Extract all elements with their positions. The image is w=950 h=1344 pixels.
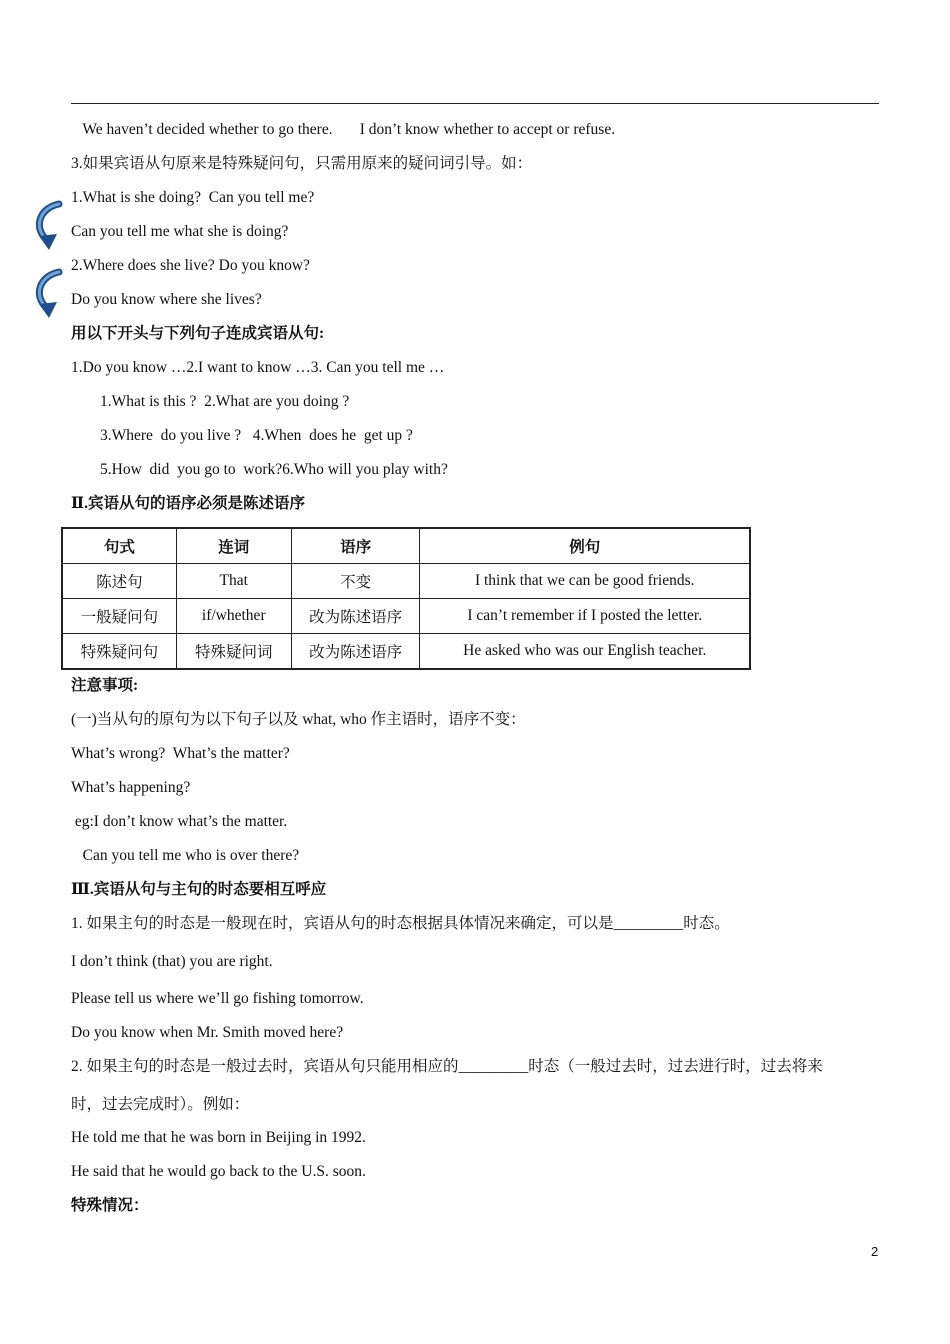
tense-rule-1: 1. 如果主句的时态是一般现在时，宾语从句的时态根据具体情况来确定，可以是_________时态。	[71, 915, 730, 932]
table-cell: if/whether	[176, 599, 291, 634]
table-row	[63, 634, 750, 669]
section-3-heading: Ⅲ.宾语从句与主句的时态要相互呼应	[71, 881, 327, 898]
table-header-cell: 语序	[291, 529, 420, 564]
header-rule	[71, 103, 879, 104]
curved-arrow-icon	[33, 200, 67, 252]
example-1-clause: Can you tell me what she is doing?	[71, 223, 289, 240]
table-cell: He asked who was our English teacher.	[420, 634, 750, 669]
table-cell: 特殊疑问词	[176, 634, 291, 669]
note-1: (一)当从句的原句为以下句子以及 what, who 作主语时，语序不变：	[71, 711, 526, 728]
table-row	[63, 564, 750, 599]
table-header-cell: 例句	[420, 529, 750, 564]
table-cell: 改为陈述语序	[291, 634, 420, 669]
table-cell: 不变	[291, 564, 420, 599]
notes-heading: 注意事项:	[71, 677, 139, 694]
exercise-items-1-2: 1.What is this ? 2.What are you doing ?	[100, 393, 350, 410]
section-2-heading: Ⅱ.宾语从句的语序必须是陈述语序	[71, 495, 305, 512]
table-row	[63, 599, 750, 634]
table-cell: I think that we can be good friends.	[420, 564, 750, 599]
tense-example-5: He said that he would go back to the U.S. soon.	[71, 1163, 366, 1180]
page-number: 2	[871, 1244, 879, 1259]
rule-3-special-question: 3.如果宾语从句原来是特殊疑问句，只需用原来的疑问词引导。如：	[71, 155, 533, 172]
table-cell: I can’t remember if I posted the letter.	[420, 599, 750, 634]
exercise-items-3-4: 3.Where do you live ? 4.When does he get up ?	[100, 427, 413, 444]
curved-arrow-icon	[33, 268, 67, 320]
exercise-heading: 用以下开头与下列句子连成宾语从句:	[71, 325, 325, 342]
note-example-c: eg:I don’t know what’s the matter.	[71, 813, 288, 830]
tense-example-1: I don’t think (that) you are right.	[71, 953, 273, 970]
table-header-row	[63, 529, 750, 564]
tense-example-2: Please tell us where we’ll go fishing tomorrow.	[71, 990, 364, 1007]
tense-rule-2: 2. 如果主句的时态是一般过去时，宾语从句只能用相应的_________时态（一般过去时，过去进行时，过去将来	[71, 1058, 823, 1075]
example-2-clause: Do you know where she lives?	[71, 291, 262, 308]
tense-example-4: He told me that he was born in Beijing in 1992.	[71, 1129, 366, 1146]
word-order-table	[62, 528, 750, 669]
note-example-a: What’s wrong? What’s the matter?	[71, 745, 290, 762]
tense-rule-2-cont: 时，过去完成时）。例如：	[71, 1096, 250, 1113]
example-2-question: 2.Where does she live? Do you know?	[71, 257, 310, 274]
exercise-items-5-6: 5.How did you go to work?6.Who will you play with?	[100, 461, 448, 478]
table-header-cell: 连词	[176, 529, 291, 564]
special-cases-heading: 特殊情况：	[71, 1197, 149, 1214]
note-example-d: Can you tell me who is over there?	[71, 847, 300, 864]
table-cell: 特殊疑问句	[63, 634, 177, 669]
exercise-openers: 1.Do you know …2.I want to know …3. Can you tell me …	[71, 359, 445, 376]
tense-example-3: Do you know when Mr. Smith moved here?	[71, 1024, 344, 1041]
example-1-question: 1.What is she doing? Can you tell me?	[71, 189, 315, 206]
note-example-b: What’s happening?	[71, 779, 191, 796]
table-header-cell: 句式	[63, 529, 177, 564]
table-cell: That	[176, 564, 291, 599]
table-cell: 改为陈述语序	[291, 599, 420, 634]
example-whether-sentences: We haven’t decided whether to go there. I don’t know whether to accept or refuse.	[71, 121, 616, 138]
table-cell: 一般疑问句	[63, 599, 177, 634]
table-cell: 陈述句	[63, 564, 177, 599]
